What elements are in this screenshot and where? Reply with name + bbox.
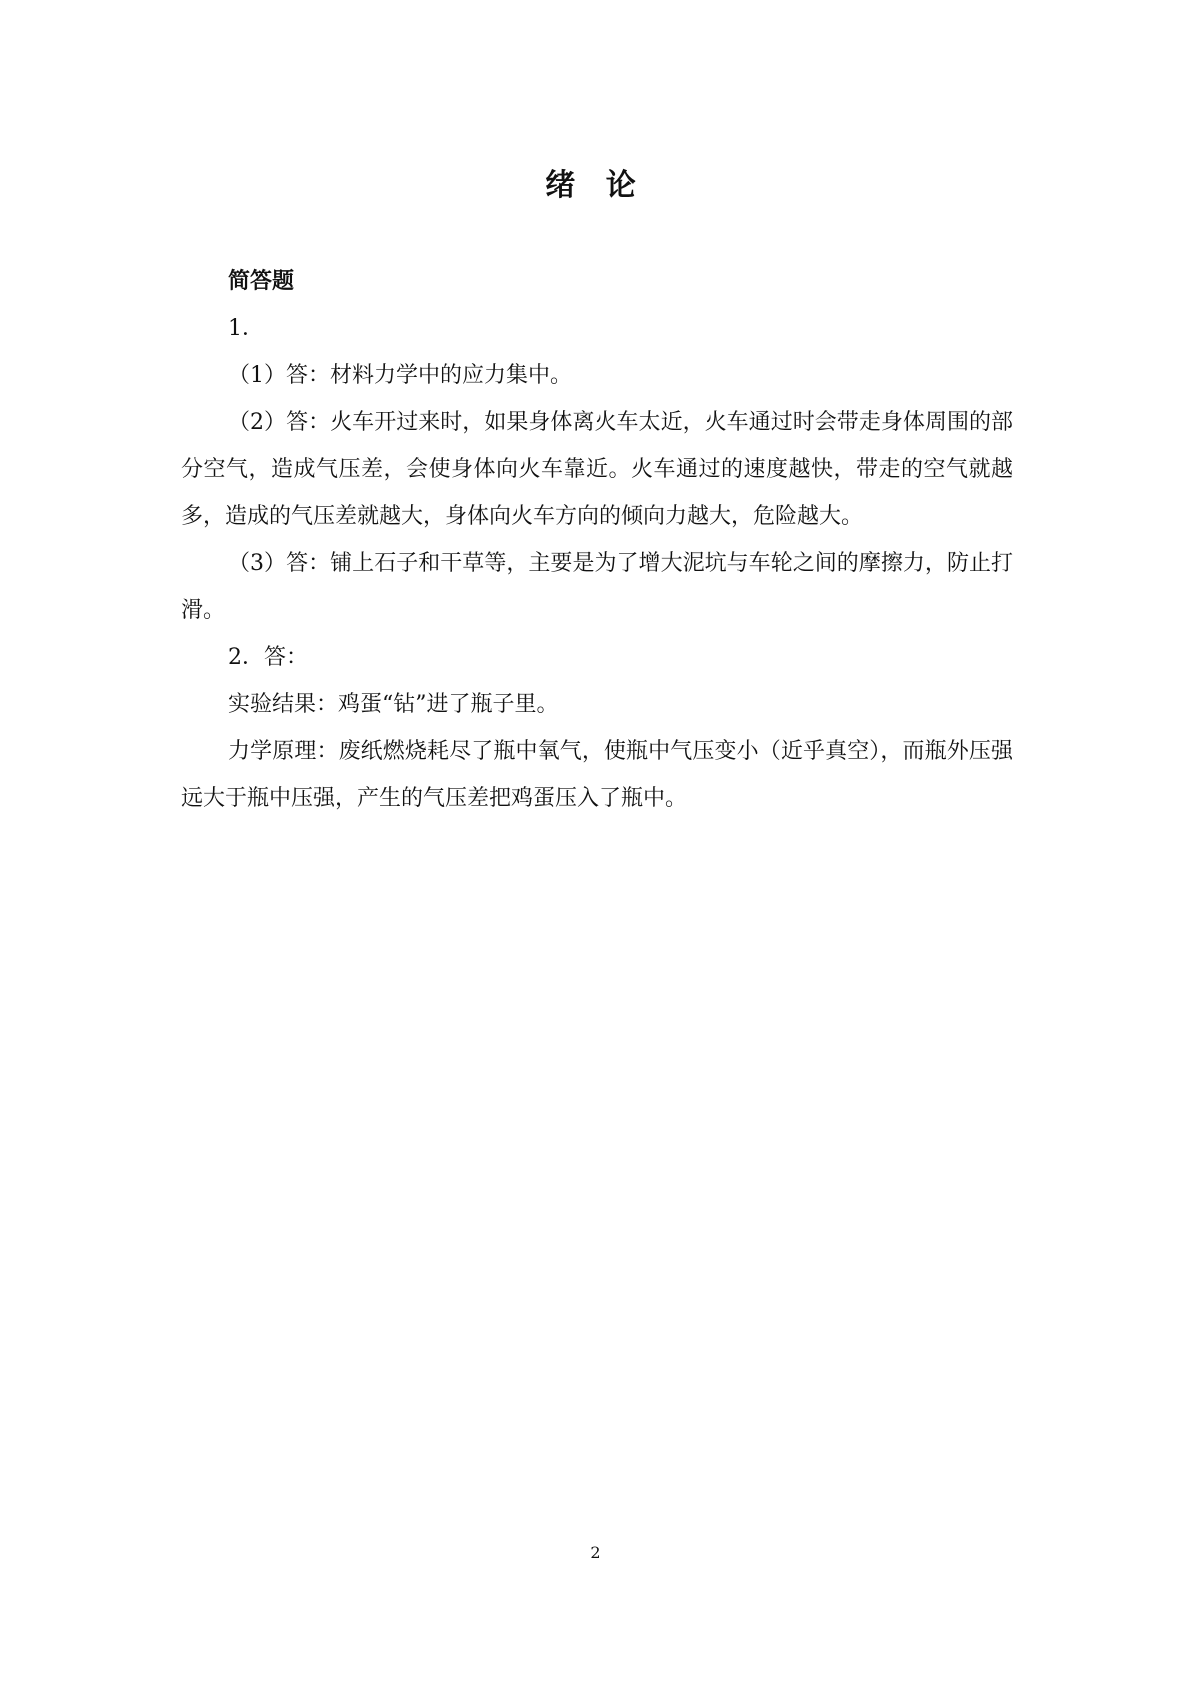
question-2-principle: 力学原理：废纸燃烧耗尽了瓶中氧气，使瓶中气压变小（近乎真空），而瓶外压强远大于瓶中压强，产生的气压差把鸡蛋压入了瓶中。 bbox=[181, 739, 1013, 811]
question-2-number: 2．答： bbox=[228, 645, 308, 670]
question-1-answer-3: （3）答：铺上石子和干草等，主要是为了增大泥坑与车轮之间的摩擦力，防止打滑。 bbox=[181, 551, 1013, 623]
question-1-answer-1: （1）答：材料力学中的应力集中。 bbox=[228, 363, 572, 388]
question-2-result: 实验结果：鸡蛋“钻”进了瓶子里。 bbox=[228, 692, 559, 717]
section-heading: 简答题 bbox=[228, 269, 295, 294]
page-title: 绪 论 bbox=[545, 168, 646, 203]
question-1-answer-2: （2）答：火车开过来时，如果身体离火车太近，火车通过时会带走身体周围的部分空气，造成气压差，会使身体向火车靠近。火车通过的速度越快，带走的空气就越多，造成的气压差就越大，身体向火车方向的倾向力越大，危险越大。 bbox=[181, 410, 1013, 529]
document-body bbox=[181, 258, 1013, 822]
page-number: 2 bbox=[590, 1543, 601, 1562]
question-1-number: 1． bbox=[228, 316, 264, 341]
